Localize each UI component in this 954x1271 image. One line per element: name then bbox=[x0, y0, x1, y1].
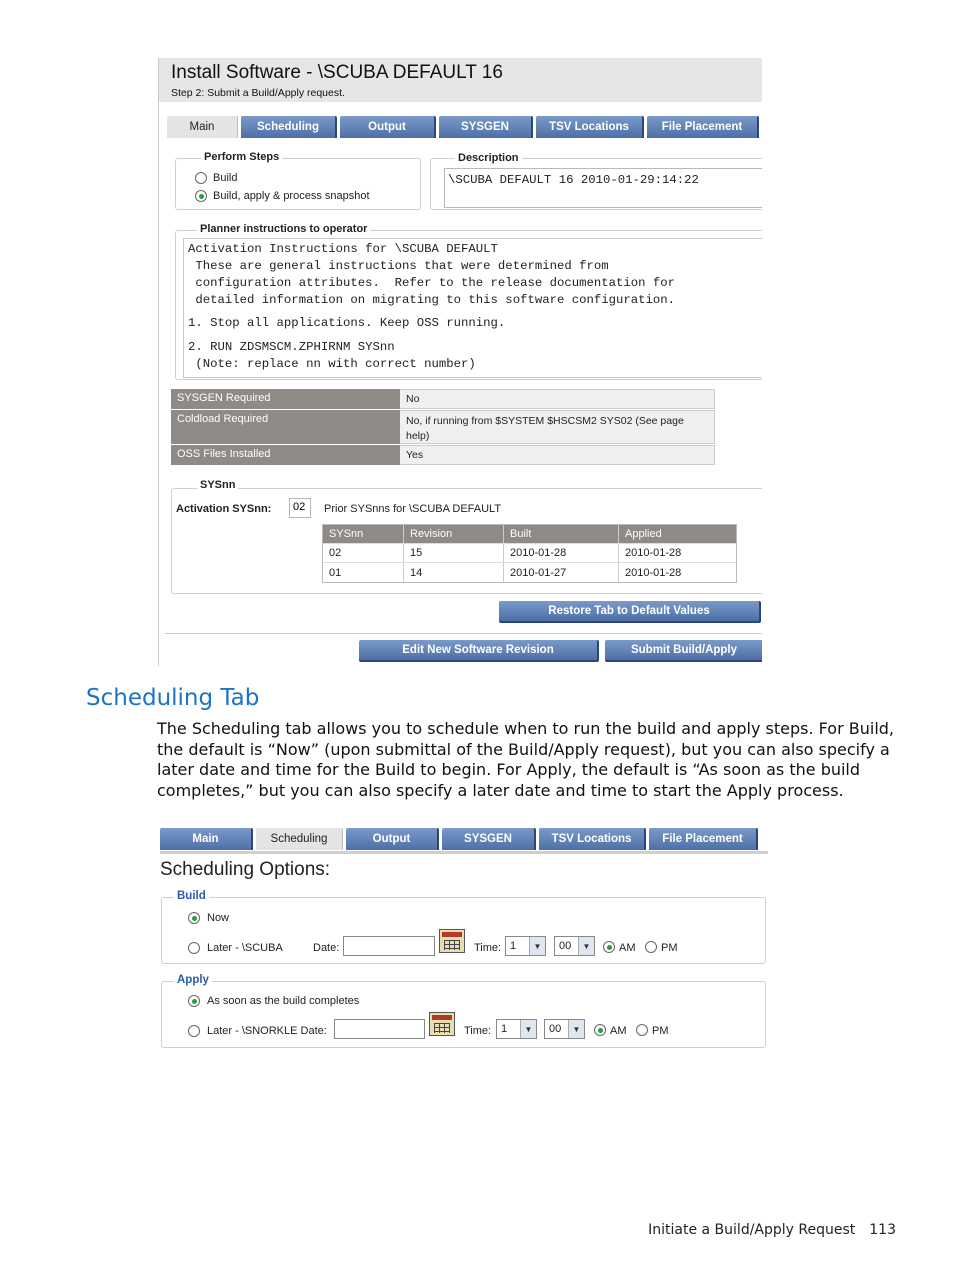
apply-legend: Apply bbox=[174, 974, 212, 986]
perform-steps-group bbox=[175, 158, 421, 210]
planner-line-2: These are general instructions that were determined from bbox=[188, 259, 609, 273]
submit-build-apply-button[interactable]: Submit Build/Apply bbox=[605, 640, 762, 662]
tab-sysgen[interactable]: SYSGEN bbox=[439, 116, 533, 138]
tab-tsv-locations[interactable]: TSV Locations bbox=[539, 828, 646, 850]
attribute-row bbox=[171, 389, 715, 410]
chevron-down-icon: ▼ bbox=[578, 937, 594, 955]
apply-calendar-icon[interactable] bbox=[429, 1012, 455, 1036]
section-heading: Scheduling Tab bbox=[86, 685, 260, 711]
table-header-row bbox=[323, 525, 736, 544]
section-body: The Scheduling tab allows you to schedule when to run the build and apply steps. For Build, the default is “Now” (upon submittal of the Build/Apply request), but you can also specify a later date and time for the Build to begin. For Apply, the default is “As soon as the build completes,” but you can also specify a later date and time to start the Apply process. bbox=[157, 719, 895, 801]
description-value: \SCUBA DEFAULT 16 2010-01-29:14:22 bbox=[448, 173, 699, 187]
page-footer bbox=[0, 1222, 896, 1238]
prior-sysnns-label: Prior SYSnns for \SCUBA DEFAULT bbox=[324, 503, 502, 515]
build-radio[interactable] bbox=[195, 172, 207, 184]
build-later-label: Later - \SCUBA bbox=[207, 942, 283, 954]
tab-file-placement[interactable]: File Placement bbox=[647, 116, 759, 138]
edit-revision-button[interactable]: Edit New Software Revision bbox=[359, 640, 599, 662]
build-hour-select[interactable] bbox=[505, 936, 546, 956]
tab-underline bbox=[160, 851, 768, 854]
planner-line-5: 1. Stop all applications. Keep OSS running. bbox=[188, 316, 506, 330]
planner-line-3: configuration attributes. Refer to the release documentation for bbox=[188, 276, 676, 290]
planner-line-4: detailed information on migrating to this software configuration. bbox=[188, 293, 676, 307]
apply-minute-select[interactable] bbox=[544, 1019, 585, 1039]
tab-scheduling[interactable]: Scheduling bbox=[241, 116, 337, 138]
column-header: Revision bbox=[404, 525, 504, 543]
apply-pm-label: PM bbox=[652, 1025, 669, 1037]
window-title: Install Software - \SCUBA DEFAULT 16 bbox=[171, 62, 503, 83]
restore-defaults-button[interactable]: Restore Tab to Default Values bbox=[499, 601, 761, 623]
window-subtitle: Step 2: Submit a Build/Apply request. bbox=[171, 87, 345, 99]
perform-steps-legend: Perform Steps bbox=[201, 151, 282, 163]
prior-sysnn-table bbox=[322, 524, 737, 583]
build-legend: Build bbox=[174, 890, 209, 902]
attribute-label: OSS Files Installed bbox=[171, 445, 400, 465]
apply-time-label: Time: bbox=[464, 1025, 492, 1037]
page-number: 113 bbox=[869, 1222, 896, 1238]
build-am-radio[interactable] bbox=[603, 941, 615, 953]
description-legend: Description bbox=[455, 152, 522, 164]
activation-sysnn-input[interactable]: 02 bbox=[289, 498, 311, 518]
attribute-label: Coldload Required bbox=[171, 410, 400, 444]
chevron-down-icon: ▼ bbox=[529, 937, 545, 955]
build-apply-snapshot-label: Build, apply & process snapshot bbox=[213, 190, 370, 202]
table-cell: 02 bbox=[323, 544, 404, 562]
chevron-down-icon: ▼ bbox=[568, 1020, 584, 1038]
build-radio-label: Build bbox=[213, 172, 238, 184]
attribute-row bbox=[171, 445, 715, 466]
apply-asap-radio[interactable] bbox=[188, 995, 200, 1007]
tab-output[interactable]: Output bbox=[340, 116, 436, 138]
attribute-value: No bbox=[400, 389, 715, 409]
divider bbox=[165, 633, 762, 635]
planner-textarea[interactable] bbox=[183, 238, 762, 378]
apply-minute-value: 00 bbox=[549, 1023, 562, 1035]
tab-output[interactable]: Output bbox=[346, 828, 439, 850]
build-now-radio[interactable] bbox=[188, 912, 200, 924]
table-row bbox=[323, 563, 736, 582]
build-now-label: Now bbox=[207, 912, 230, 924]
build-date-input[interactable] bbox=[343, 936, 435, 956]
apply-date-input[interactable] bbox=[334, 1019, 425, 1039]
tab-bar bbox=[167, 116, 759, 138]
build-date-label: Date: bbox=[313, 942, 340, 954]
tab-scheduling[interactable]: Scheduling bbox=[256, 828, 343, 850]
scheduling-options-title: Scheduling Options: bbox=[160, 859, 331, 880]
table-cell: 01 bbox=[323, 563, 404, 582]
build-time-label: Time: bbox=[474, 942, 502, 954]
table-cell: 15 bbox=[404, 544, 504, 562]
build-am-label: AM bbox=[619, 942, 636, 954]
tab-main[interactable]: Main bbox=[160, 828, 253, 850]
build-pm-radio[interactable] bbox=[645, 941, 657, 953]
table-row bbox=[323, 544, 736, 563]
description-field[interactable] bbox=[444, 168, 762, 208]
planner-line-6: 2. RUN ZDSMSCM.ZPHIRNM SYSnn bbox=[188, 340, 395, 354]
build-apply-snapshot-radio[interactable] bbox=[195, 190, 207, 202]
table-cell: 2010-01-27 bbox=[504, 563, 619, 582]
window-header bbox=[159, 58, 762, 102]
apply-later-label: Later - \SNORKLE Date: bbox=[207, 1025, 327, 1037]
attribute-value: No, if running from $SYSTEM $HSCSM2 SYS02 (See page help) bbox=[400, 410, 715, 444]
attribute-row bbox=[171, 410, 715, 445]
scheduling-screenshot bbox=[158, 826, 770, 1054]
apply-pm-radio[interactable] bbox=[636, 1024, 648, 1036]
table-cell: 2010-01-28 bbox=[504, 544, 619, 562]
apply-am-label: AM bbox=[610, 1025, 627, 1037]
build-later-radio[interactable] bbox=[188, 942, 200, 954]
tab-tsv-locations[interactable]: TSV Locations bbox=[536, 116, 644, 138]
tab-bar bbox=[160, 828, 758, 850]
build-minute-value: 00 bbox=[559, 940, 572, 952]
column-header: Built bbox=[504, 525, 619, 543]
tab-sysgen[interactable]: SYSGEN bbox=[442, 828, 536, 850]
apply-later-radio[interactable] bbox=[188, 1025, 200, 1037]
tab-main[interactable]: Main bbox=[167, 116, 238, 138]
build-pm-label: PM bbox=[661, 942, 678, 954]
apply-asap-label: As soon as the build completes bbox=[207, 995, 360, 1007]
attribute-value: Yes bbox=[400, 445, 715, 465]
chevron-down-icon: ▼ bbox=[520, 1020, 536, 1038]
build-calendar-icon[interactable] bbox=[439, 929, 465, 953]
planner-line-1: Activation Instructions for \SCUBA DEFAULT bbox=[188, 242, 498, 256]
install-software-screenshot bbox=[158, 58, 762, 666]
footer-text: Initiate a Build/Apply Request bbox=[648, 1222, 856, 1238]
apply-hour-select[interactable] bbox=[496, 1019, 537, 1039]
planner-line-7: (Note: replace nn with correct number) bbox=[188, 357, 476, 371]
attribute-label: SYSGEN Required bbox=[171, 389, 400, 409]
build-minute-select[interactable] bbox=[554, 936, 595, 956]
apply-group bbox=[161, 981, 766, 1048]
table-cell: 14 bbox=[404, 563, 504, 582]
tab-file-placement[interactable]: File Placement bbox=[649, 828, 758, 850]
table-cell: 2010-01-28 bbox=[625, 547, 682, 559]
sysnn-legend: SYSnn bbox=[197, 479, 238, 491]
activation-sysnn-label: Activation SYSnn: bbox=[176, 503, 272, 515]
column-header: Applied bbox=[625, 528, 662, 540]
build-hour-value: 1 bbox=[510, 940, 517, 952]
planner-legend: Planner instructions to operator bbox=[197, 223, 370, 235]
apply-am-radio[interactable] bbox=[594, 1024, 606, 1036]
apply-hour-value: 1 bbox=[501, 1023, 508, 1035]
column-header: SYSnn bbox=[323, 525, 404, 543]
table-cell: 2010-01-28 bbox=[625, 566, 682, 579]
